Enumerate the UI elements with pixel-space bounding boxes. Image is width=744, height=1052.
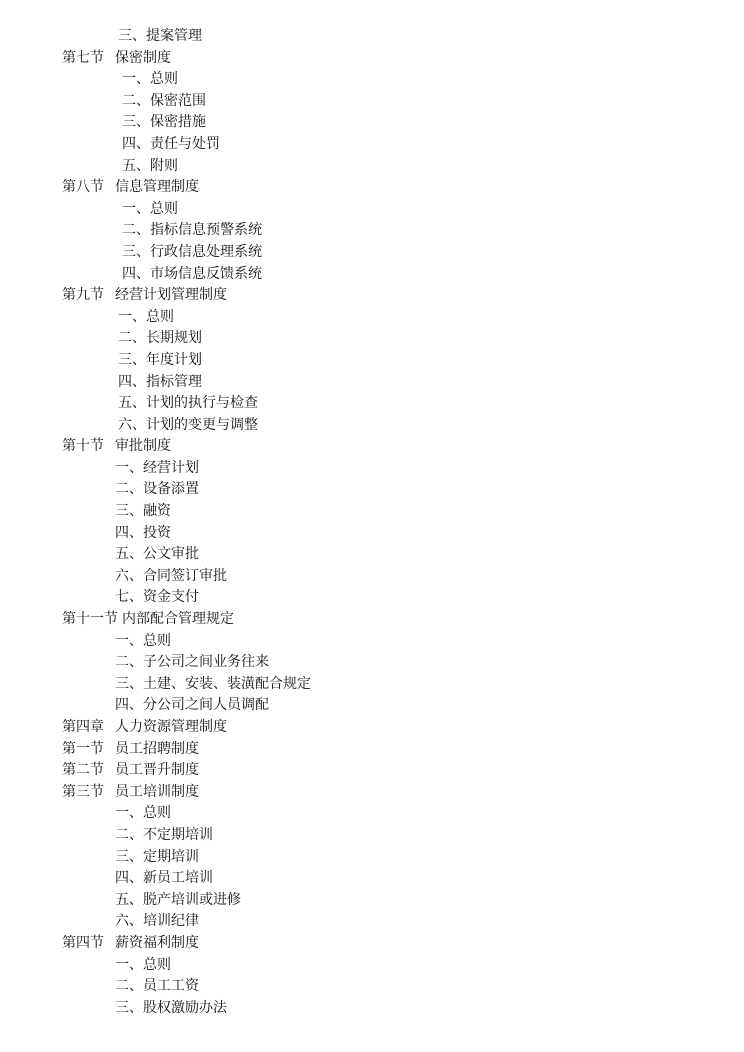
toc-item — [0, 26, 744, 48]
toc-item-text: 五、脱产培训或进修 — [115, 891, 241, 908]
toc-item-text: 二、保密范围 — [122, 92, 206, 109]
toc-section-heading — [0, 739, 744, 761]
toc-item — [0, 976, 744, 998]
table-of-contents — [0, 26, 744, 1019]
toc-section-heading — [0, 782, 744, 804]
toc-item-text: 一、经营计划 — [115, 459, 199, 476]
toc-section-heading — [0, 436, 744, 458]
toc-item-text: 四、投资 — [115, 524, 171, 541]
toc-item — [0, 695, 744, 717]
toc-item — [0, 523, 744, 545]
section-title: 信息管理制度 — [115, 179, 199, 196]
section-title: 审批制度 — [115, 438, 171, 455]
toc-item — [0, 372, 744, 394]
toc-item — [0, 890, 744, 912]
toc-item — [0, 156, 744, 178]
section-number: 第一节 — [62, 740, 104, 757]
toc-item — [0, 91, 744, 113]
toc-item-text: 六、培训纪律 — [115, 913, 199, 930]
toc-item — [0, 112, 744, 134]
toc-item — [0, 652, 744, 674]
toc-item-text: 二、设备添置 — [115, 481, 199, 498]
toc-item-text: 三、土建、安装、装潢配合规定 — [115, 675, 311, 692]
toc-item — [0, 998, 744, 1020]
section-title: 经营计划管理制度 — [115, 287, 227, 304]
toc-item — [0, 501, 744, 523]
section-number: 第十一节 — [62, 611, 118, 628]
toc-item — [0, 825, 744, 847]
section-number: 第七节 — [62, 49, 104, 66]
section-number: 第四章 — [62, 719, 104, 735]
section-number: 第八节 — [62, 179, 104, 196]
toc-item — [0, 911, 744, 933]
toc-item-text: 六、合同签订审批 — [115, 567, 227, 584]
toc-item-text: 四、市场信息反馈系统 — [122, 265, 262, 282]
toc-item-text: 四、分公司之间人员调配 — [115, 697, 269, 714]
toc-item-text: 一、总则 — [115, 805, 171, 822]
toc-item — [0, 674, 744, 696]
toc-item-text: 四、新员工培训 — [115, 870, 213, 887]
toc-item-text: 三、融资 — [115, 503, 171, 520]
toc-section-heading — [0, 717, 744, 739]
toc-item-text: 二、子公司之间业务往来 — [115, 654, 269, 671]
toc-item — [0, 134, 744, 156]
toc-section-heading — [0, 177, 744, 199]
section-number: 第十节 — [62, 438, 104, 455]
toc-item — [0, 393, 744, 415]
section-number: 第四节 — [62, 934, 104, 951]
toc-item — [0, 328, 744, 350]
section-number: 第三节 — [62, 783, 104, 800]
toc-item — [0, 69, 744, 91]
toc-item — [0, 803, 744, 825]
toc-item-text: 一、总则 — [122, 200, 178, 217]
toc-item — [0, 479, 744, 501]
toc-item-text: 五、计划的执行与检查 — [118, 395, 258, 412]
section-number: 第九节 — [62, 287, 104, 304]
section-title: 保密制度 — [115, 49, 171, 66]
toc-item-text: 一、总则 — [122, 71, 178, 88]
toc-item-text: 二、员工工资 — [115, 978, 199, 995]
toc-item-text: 三、保密措施 — [122, 114, 206, 131]
toc-item — [0, 307, 744, 329]
toc-item-text: 一、总则 — [115, 956, 171, 973]
toc-item — [0, 350, 744, 372]
toc-item-text: 三、行政信息处理系统 — [122, 243, 262, 260]
toc-item-text: 二、不定期培训 — [115, 826, 213, 843]
toc-item — [0, 631, 744, 653]
toc-section-heading — [0, 933, 744, 955]
toc-item — [0, 458, 744, 480]
section-title: 薪资福利制度 — [115, 934, 199, 951]
toc-item — [0, 868, 744, 890]
section-title: 员工晋升制度 — [115, 762, 199, 779]
toc-item — [0, 566, 744, 588]
toc-item-text: 一、总则 — [118, 308, 174, 325]
toc-item — [0, 847, 744, 869]
toc-item — [0, 587, 744, 609]
section-title: 员工培训制度 — [115, 783, 199, 800]
toc-item-text: 一、总则 — [115, 632, 171, 649]
toc-item-text: 三、定期培训 — [115, 848, 199, 865]
toc-item — [0, 955, 744, 977]
toc-section-heading — [0, 285, 744, 307]
toc-item-text: 二、指标信息预警系统 — [122, 222, 262, 239]
section-title: 员工招聘制度 — [115, 740, 199, 757]
toc-item-text: 三、提案管理 — [118, 28, 202, 44]
toc-item-text: 五、公文审批 — [115, 546, 199, 563]
toc-item — [0, 199, 744, 221]
toc-item — [0, 264, 744, 286]
toc-section-heading — [0, 609, 744, 631]
toc-item-text: 七、资金支付 — [115, 589, 199, 606]
toc-item — [0, 220, 744, 242]
toc-item-text: 六、计划的变更与调整 — [118, 416, 258, 433]
toc-item-text: 三、年度计划 — [118, 351, 202, 368]
section-number: 第二节 — [62, 762, 104, 779]
toc-item-text: 五、附则 — [122, 157, 178, 174]
toc-item-text: 四、指标管理 — [118, 373, 202, 390]
toc-item-text: 四、责任与处罚 — [122, 135, 220, 152]
toc-item — [0, 242, 744, 264]
section-title: 人力资源管理制度 — [115, 719, 227, 735]
toc-item-text: 三、股权激励办法 — [115, 999, 227, 1016]
toc-item-text: 二、长期规划 — [118, 330, 202, 347]
toc-item — [0, 544, 744, 566]
toc-section-heading — [0, 760, 744, 782]
toc-section-heading — [0, 48, 744, 70]
toc-item — [0, 415, 744, 437]
section-title: 内部配合管理规定 — [122, 611, 234, 628]
